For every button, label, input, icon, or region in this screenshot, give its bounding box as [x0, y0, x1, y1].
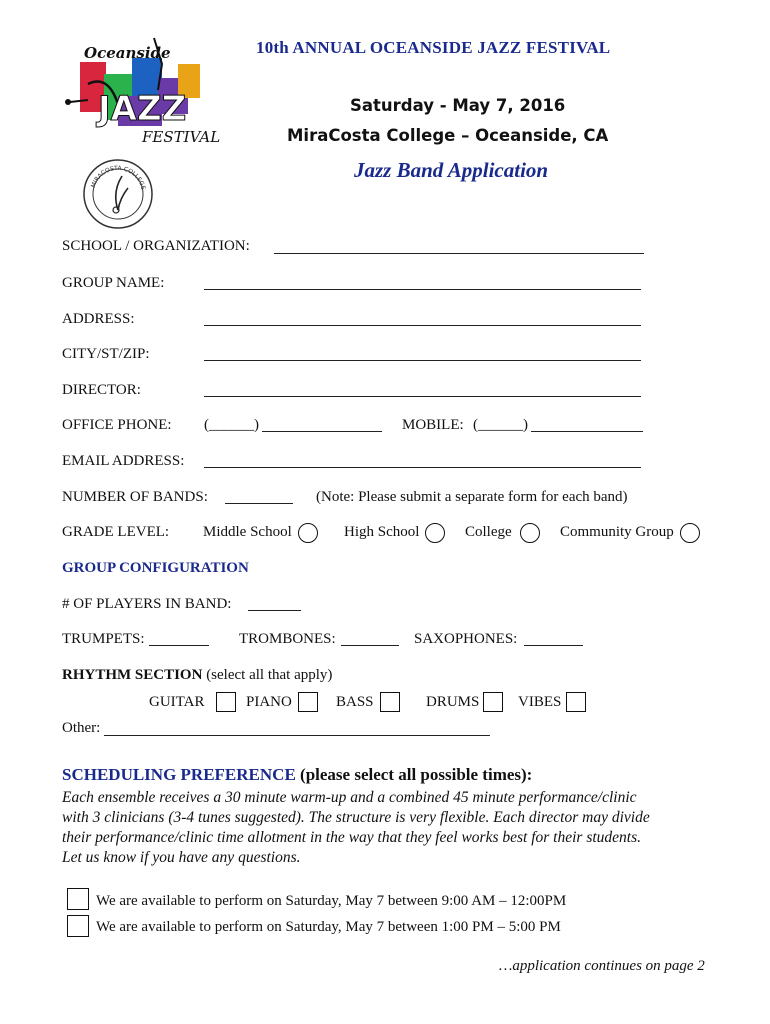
mobile-area-code[interactable]: (______): [473, 417, 528, 433]
festival-title: 10th ANNUAL OCEANSIDE JAZZ FESTIVAL: [256, 38, 611, 57]
grade-option-community-radio[interactable]: [680, 523, 700, 543]
num-bands-note: (Note: Please submit a separate form for each band): [316, 489, 628, 505]
address-label: ADDRESS:: [62, 311, 135, 327]
rhythm-section-heading: RHYTHM SECTION: [62, 667, 203, 683]
form-title: Jazz Band Application: [354, 158, 549, 182]
rhythm-guitar-label: GUITAR: [149, 694, 205, 710]
group-config-heading: GROUP CONFIGURATION: [62, 560, 249, 576]
logo-text-top: Oceanside: [84, 44, 171, 62]
players-input[interactable]: [248, 610, 301, 611]
logo-text-bottom: FESTIVAL: [142, 128, 221, 146]
rhythm-piano-checkbox[interactable]: [298, 692, 318, 712]
schedule-afternoon-checkbox[interactable]: [67, 915, 89, 937]
office-phone-input[interactable]: [262, 431, 382, 432]
logo-text-main: JAZZ: [98, 89, 187, 129]
address-input[interactable]: [204, 325, 641, 326]
other-label: Other:: [62, 720, 101, 736]
grade-level-label: GRADE LEVEL:: [62, 524, 170, 540]
grade-option-middle-school-label: Middle School: [203, 524, 292, 540]
city-label: CITY/ST/ZIP:: [62, 346, 150, 362]
school-label: SCHOOL / ORGANIZATION:: [62, 238, 250, 254]
mobile-label: MOBILE:: [402, 417, 464, 433]
city-input[interactable]: [204, 360, 641, 361]
rhythm-piano-label: PIANO: [246, 694, 292, 710]
director-input[interactable]: [204, 396, 641, 397]
grade-option-high-school-radio[interactable]: [425, 523, 445, 543]
grade-option-community-label: Community Group: [560, 524, 674, 540]
scheduling-heading-note: (please select all possible times):: [300, 765, 533, 784]
group-name-label: GROUP NAME:: [62, 275, 165, 291]
seal-text: MIRACOSTA COLLEGE: [89, 164, 147, 191]
office-phone-label: OFFICE PHONE:: [62, 417, 172, 433]
rhythm-bass-checkbox[interactable]: [380, 692, 400, 712]
rhythm-vibes-label: VIBES: [518, 694, 562, 710]
scheduling-heading: SCHEDULING PREFERENCE: [62, 765, 296, 784]
email-input[interactable]: [204, 467, 641, 468]
players-label: # OF PLAYERS IN BAND:: [62, 596, 232, 612]
director-label: DIRECTOR:: [62, 382, 141, 398]
saxophones-input[interactable]: [524, 645, 583, 646]
grade-option-college-label: College: [465, 524, 512, 540]
rhythm-drums-checkbox[interactable]: [483, 692, 503, 712]
num-bands-input[interactable]: [225, 503, 293, 504]
trombones-label: TROMBONES:: [239, 631, 336, 647]
rhythm-vibes-checkbox[interactable]: [566, 692, 586, 712]
schedule-afternoon-label: We are available to perform on Saturday, May 7 between 1:00 PM – 5:00 PM: [96, 919, 561, 935]
rhythm-bass-label: BASS: [336, 694, 374, 710]
rhythm-drums-label: DRUMS: [426, 694, 480, 710]
rhythm-guitar-checkbox[interactable]: [216, 692, 236, 712]
num-bands-label: NUMBER OF BANDS:: [62, 489, 208, 505]
scheduling-paragraph-line: Each ensemble receives a 30 minute warm-up and a combined 45 minute performance/clinic: [62, 789, 637, 806]
oceanside-jazz-festival-logo: [58, 34, 221, 152]
saxophones-label: SAXOPHONES:: [414, 631, 518, 647]
miracosta-college-seal: [82, 158, 154, 230]
rhythm-section-note: (select all that apply): [206, 667, 333, 683]
school-input[interactable]: [274, 253, 644, 254]
grade-option-college-radio[interactable]: [520, 523, 540, 543]
continued-note: …application continues on page 2: [499, 958, 705, 974]
office-phone-area-code[interactable]: (______): [204, 417, 259, 433]
other-input[interactable]: [104, 735, 490, 736]
trumpets-label: TRUMPETS:: [62, 631, 145, 647]
scheduling-paragraph: [62, 788, 712, 868]
mobile-input[interactable]: [531, 431, 643, 432]
schedule-morning-checkbox[interactable]: [67, 888, 89, 910]
scheduling-paragraph-line: Let us know if you have any questions.: [62, 849, 301, 866]
trumpets-input[interactable]: [149, 645, 209, 646]
scheduling-paragraph-line: with 3 clinicians (3-4 tunes suggested). The structure is very flexible. Each director may divide: [62, 809, 650, 826]
event-venue: MiraCosta College – Oceanside, CA: [287, 126, 609, 145]
trombones-input[interactable]: [341, 645, 399, 646]
email-label: EMAIL ADDRESS:: [62, 453, 185, 469]
scheduling-paragraph-line: their performance/clinic time allotment in the way that they feel works best for their students.: [62, 829, 642, 846]
schedule-morning-label: We are available to perform on Saturday, May 7 between 9:00 AM – 12:00PM: [96, 893, 567, 909]
event-date: Saturday - May 7, 2016: [350, 96, 566, 115]
grade-option-high-school-label: High School: [344, 524, 420, 540]
grade-option-middle-school-radio[interactable]: [298, 523, 318, 543]
group-name-input[interactable]: [204, 289, 641, 290]
